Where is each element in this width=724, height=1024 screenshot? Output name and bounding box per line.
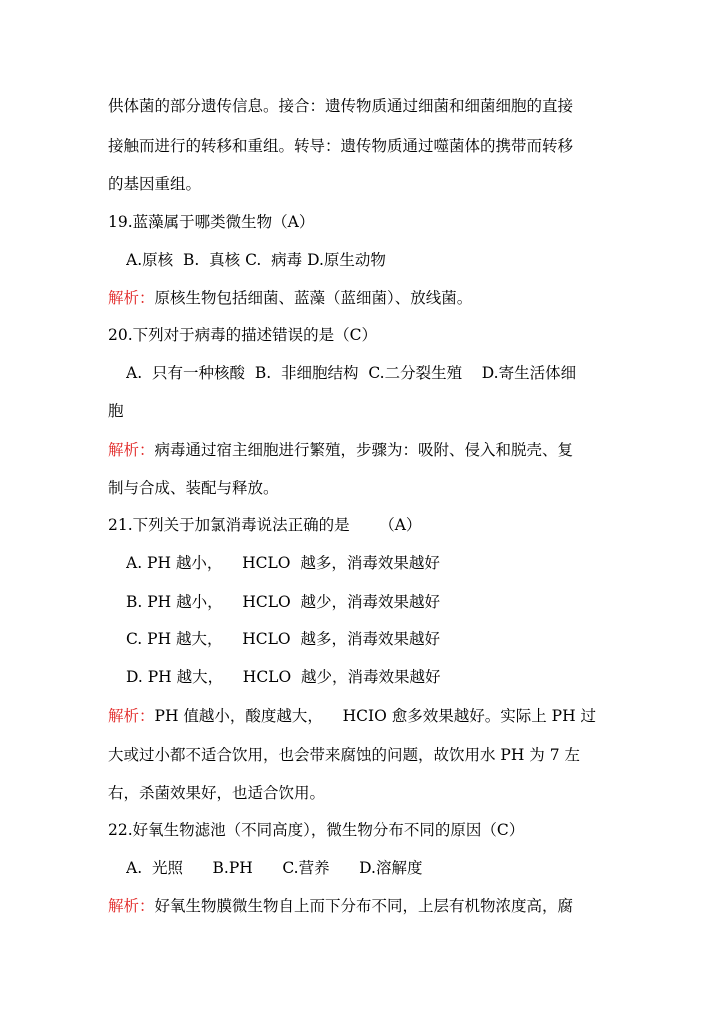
q22-options: A. 光照 B.PH C.营养 D.溶解度	[126, 859, 423, 877]
analysis-label: 解析：	[108, 441, 155, 459]
q21-analysis-line-1	[108, 706, 616, 726]
q21-analysis-line-3: 右，杀菌效果好，也适合饮用。	[108, 784, 326, 802]
q19-analysis-text: 原核生物包括细菌、蓝藻（蓝细菌）、放线菌。	[154, 289, 473, 307]
q20-question: 20.下列对于病毒的描述错误的是（C）	[108, 326, 378, 344]
analysis-label: 解析：	[108, 289, 155, 307]
q20-options-line-1: A. 只有一种核酸 B. 非细胞结构 C.二分裂生殖 D.寄生活体细	[126, 364, 577, 382]
q22-analysis-text-1: 好氧生物膜微生物自上而下分布不同，上层有机物浓度高，腐	[154, 897, 574, 915]
q22-analysis-line-1	[108, 896, 616, 916]
q20-analysis-line-1	[108, 440, 616, 460]
q22-question: 22.好氧生物滤池（不同高度），微生物分布不同的原因（C）	[108, 821, 525, 839]
intro-line-3: 的基因重组。	[108, 175, 202, 193]
q20-analysis-line-2: 制与合成、装配与释放。	[108, 479, 279, 497]
q19-question: 19.蓝藻属于哪类微生物（A）	[108, 213, 315, 231]
q21-option-d: D. PH 越大， HCLO 越少，消毒效果越好	[126, 668, 441, 686]
q21-option-c: C. PH 越大， HCLO 越多，消毒效果越好	[126, 630, 440, 648]
intro-line-1: 供体菌的部分遗传信息。接合：遗传物质通过细菌和细菌细胞的直接	[108, 97, 574, 115]
q21-analysis-line-2: 大或过小都不适合饮用，也会带来腐蚀的问题，故饮用水 PH 为 7 左	[108, 746, 581, 764]
q20-options-line-2: 胞	[108, 402, 124, 420]
q19-options: A.原核 B. 真核 C. 病毒 D.原生动物	[126, 251, 386, 269]
analysis-label: 解析：	[108, 707, 155, 725]
q21-option-a: A. PH 越小， HCLO 越多，消毒效果越好	[126, 554, 440, 572]
q20-analysis-text-1: 病毒通过宿主细胞进行繁殖，步骤为：吸附、侵入和脱壳、复	[154, 441, 574, 459]
q21-analysis-text-1: PH 值越小，酸度越大， HCIO 愈多效果越好。实际上 PH 过	[154, 707, 597, 725]
intro-line-2: 接触而进行的转移和重组。转导：遗传物质通过噬菌体的携带而转移	[108, 137, 574, 155]
analysis-label: 解析：	[108, 897, 155, 915]
q19-analysis	[108, 288, 616, 308]
q21-option-b: B. PH 越小， HCLO 越少，消毒效果越好	[126, 593, 441, 611]
q21-question: 21.下列关于加氯消毒说法正确的是 （A）	[108, 516, 422, 534]
